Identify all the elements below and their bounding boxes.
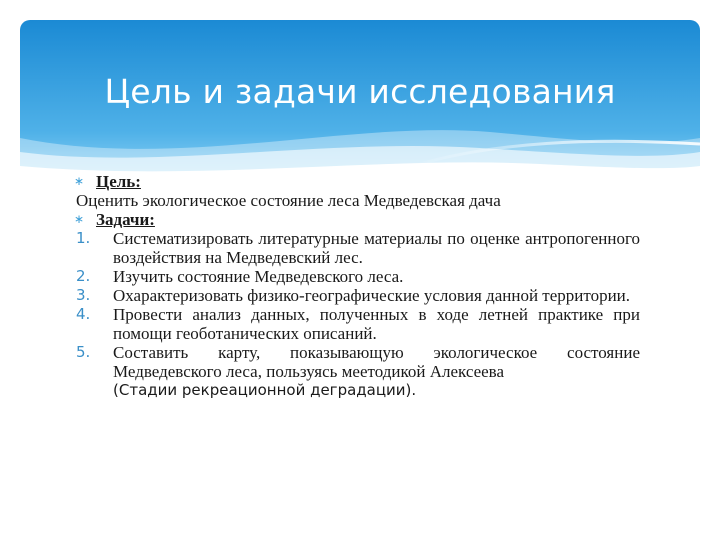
task-text: Систематизировать литературные материалы по оценке антропогенного воздействия на Медведевский лес.	[113, 229, 640, 267]
task-text: Изучить состояние Медведевского леса.	[113, 267, 404, 286]
task-number: 1.	[76, 229, 91, 247]
task-item	[76, 305, 640, 343]
task-text: Составить карту, показывающую экологическое состояние Медведевского леса, пользуясь меетодикой Алексеева	[113, 343, 640, 381]
task-number: 5.	[76, 343, 91, 361]
slide-content	[76, 172, 640, 400]
bullet-asterisk-icon: ∗	[74, 212, 85, 226]
goal-heading: Цель:	[96, 172, 141, 191]
task-text: Провести анализ данных, полученных в ходе летней практике при помощи геоботанических описаний.	[113, 305, 640, 343]
tasks-heading-line	[74, 210, 640, 229]
slide-title: Цель и задачи исследования	[104, 72, 616, 111]
task-item	[76, 343, 640, 400]
title-banner	[20, 20, 700, 180]
task-number: 2.	[76, 267, 91, 285]
task-item	[76, 267, 640, 286]
task-item	[76, 286, 640, 305]
task-text-extra: (Стадии рекреационной деградации).	[113, 381, 417, 399]
goal-text: Оценить экологическое состояние леса Медведевская дача	[76, 191, 501, 210]
goal-heading-line	[74, 172, 640, 191]
task-text: Охарактеризовать физико-географические условия данной территории.	[113, 286, 631, 305]
bullet-asterisk-icon: ∗	[74, 174, 85, 188]
task-item	[76, 229, 640, 267]
task-number: 4.	[76, 305, 91, 323]
tasks-heading: Задачи:	[96, 210, 155, 229]
task-number: 3.	[76, 286, 91, 304]
